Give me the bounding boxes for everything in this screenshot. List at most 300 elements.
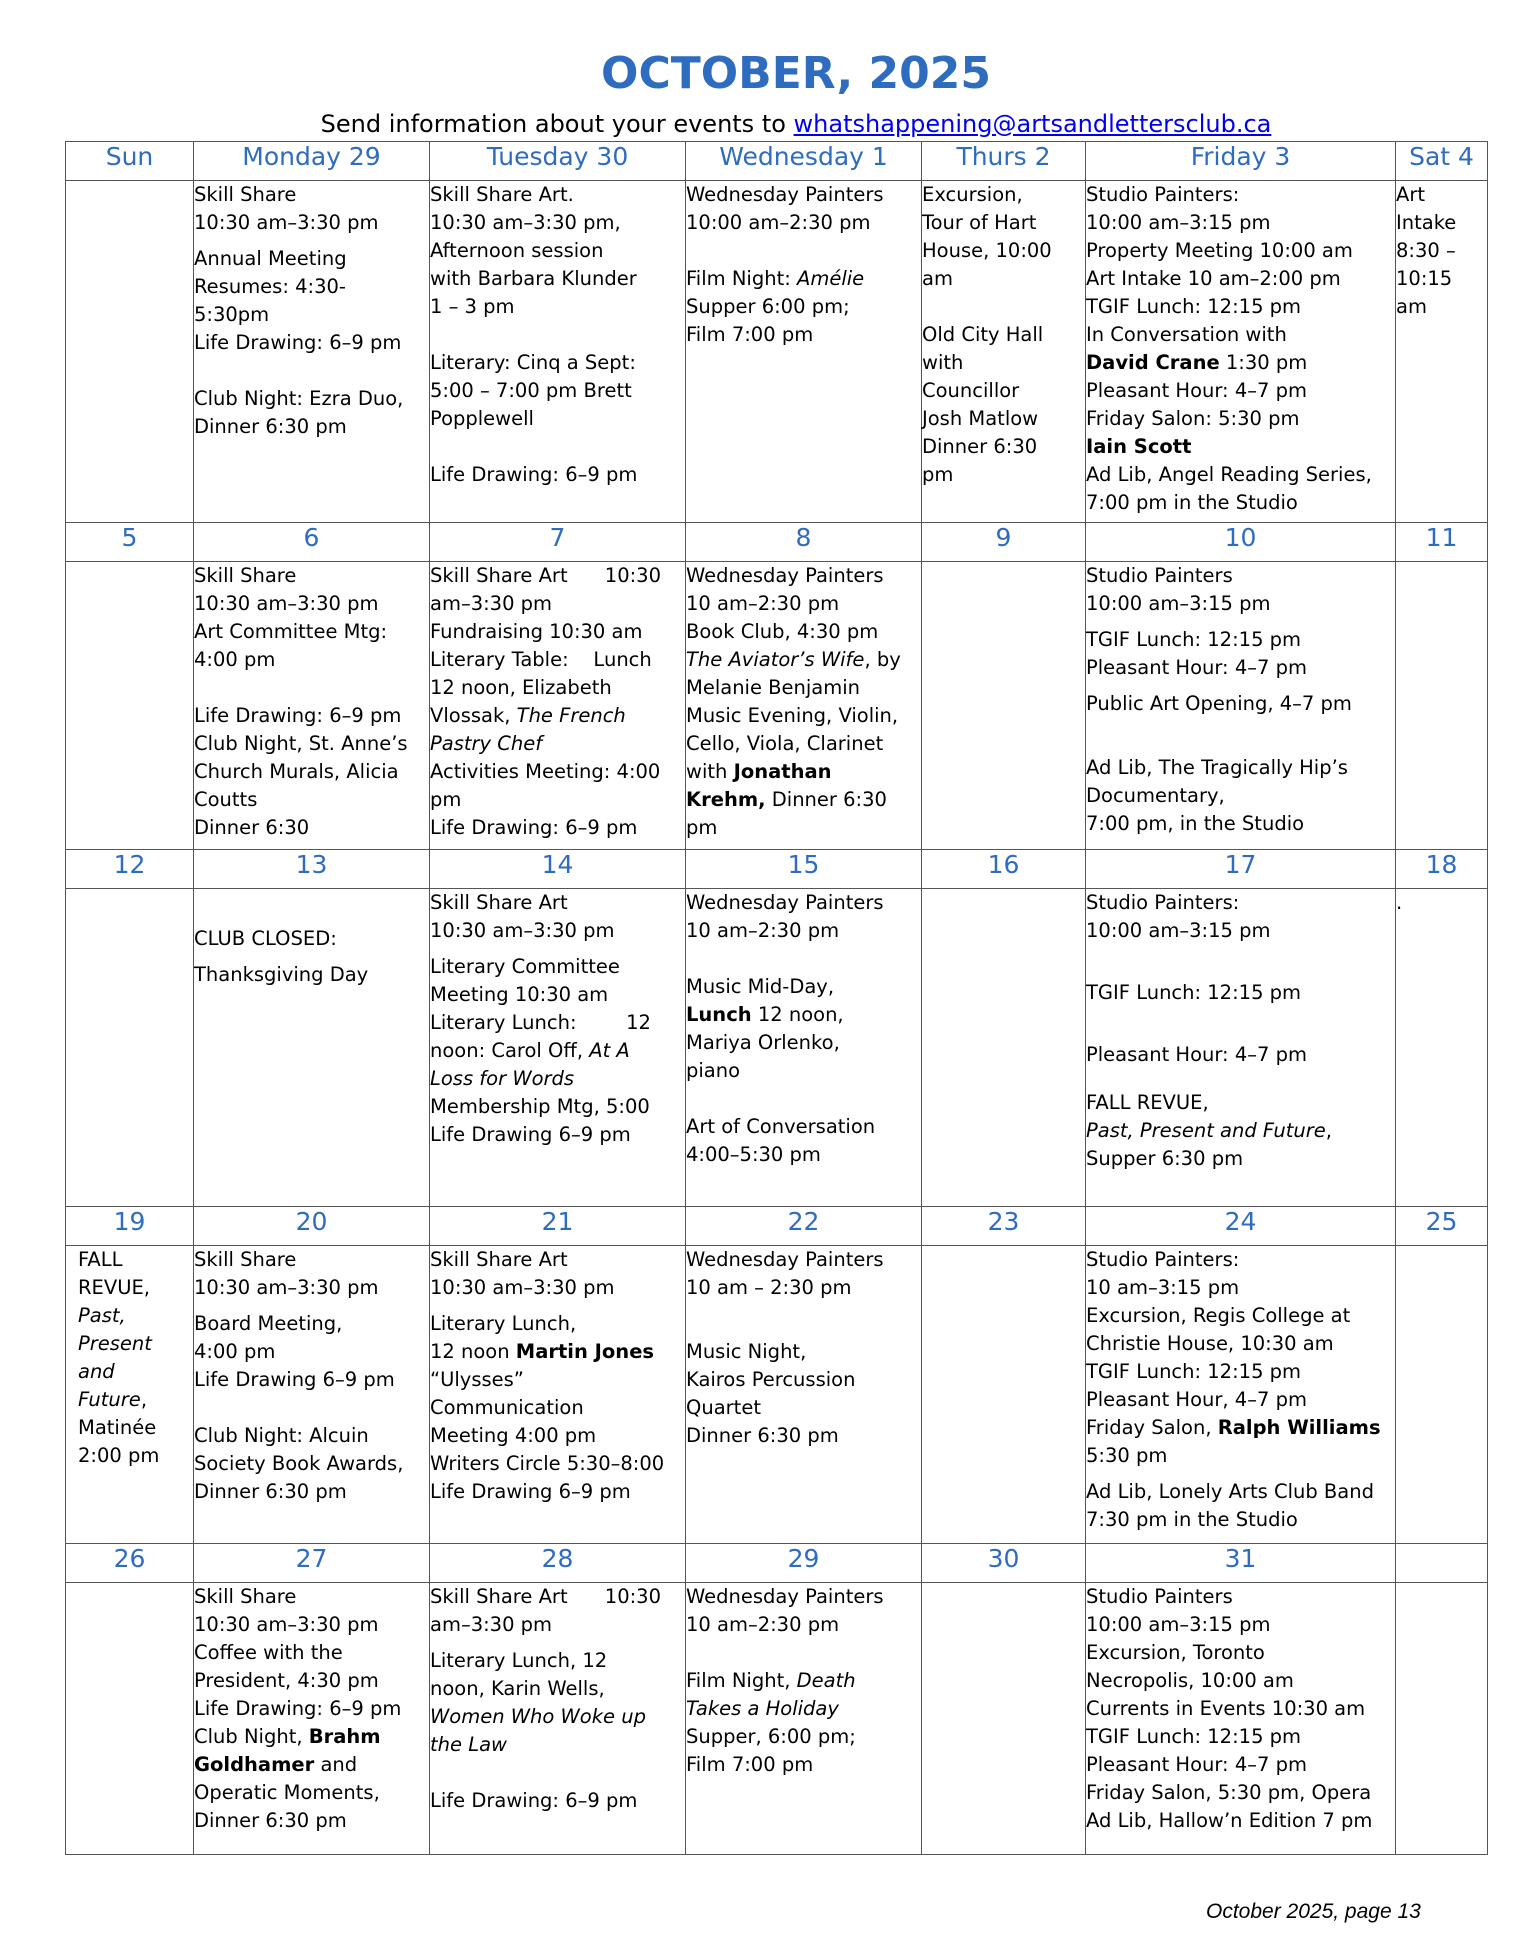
event-line: Friday Salon, 5:30 pm, Opera [1086,1781,1372,1804]
event-text: , [140,1388,148,1411]
event-line: Skill Share [194,1585,297,1608]
event-line: REVUE, [78,1276,151,1299]
event-line: Studio Painters: [1086,891,1240,914]
event-line: Life Drawing: 6–9 pm [430,463,638,486]
event-line: FALL [78,1248,123,1271]
event-line: 2:00 pm [78,1444,160,1467]
date-label: 16 [922,850,1086,889]
event-line: Board Meeting, [194,1312,343,1335]
event-line: Life Drawing 6–9 pm [430,1480,631,1503]
date-label: 22 [686,1207,922,1246]
book-title: Women Who Woke up [430,1705,646,1728]
event-text: Vlossak, [430,704,517,727]
date-label: 7 [430,523,686,562]
event-line: Book Club, 4:30 pm [686,620,879,643]
event-line [686,646,921,674]
event-text: with [686,760,734,783]
event-line: Activities Meeting: 4:00 [430,760,661,783]
event-line: Church Murals, Alicia [194,760,399,783]
event-line: Music Night, [686,1340,807,1363]
event-line: Life Drawing 6–9 pm [430,1123,631,1146]
event-line: am [1396,295,1427,318]
event-line: House, 10:00 [922,239,1052,262]
day-header-sat: Sat 4 [1396,142,1488,181]
event-line: 10 am–2:30 pm [686,919,840,942]
cell-wed-22 [686,1246,922,1544]
day-header-mon: Monday 29 [194,142,430,181]
event-line: Literary Lunch, 12 [430,1649,608,1672]
date-label: 23 [922,1207,1086,1246]
date-label: 12 [66,850,194,889]
event-line: Club Night: Alcuin [194,1424,369,1447]
event-line: Supper, 6:00 pm; [686,1725,856,1748]
event-line: Skill Share Art 10:30 [430,564,661,587]
event-line: 10:00 am–2:30 pm [686,211,871,234]
date-label: 8 [686,523,922,562]
cell-sat-11 [1396,562,1488,850]
event-line: Literary Lunch, [430,1312,577,1335]
event-text: noon: Carol Off, [430,1039,590,1062]
cell-tue-28 [430,1583,686,1855]
cell-thu-2 [922,181,1086,523]
event-text: , by [864,648,901,671]
date-label: 29 [686,1544,922,1583]
event-line: Dinner 6:30 pm [194,415,347,438]
date-label: 20 [194,1207,430,1246]
event-line: Pleasant Hour: 4–7 pm [1086,1753,1307,1776]
event-line: Fundraising 10:30 am [430,620,643,643]
show-title: and [78,1360,115,1383]
date-label: 19 [66,1207,194,1246]
cell-sun-26 [66,1583,194,1855]
event-line: Literary Table: Lunch [430,648,652,671]
event-line: pm [430,788,462,811]
event-line: Music Evening, Violin, [686,704,899,727]
cell-tue-30 [430,181,686,523]
page-subtitle [0,110,1522,138]
event-line: Skill Share [194,564,297,587]
event-line: Resumes: 4:30- [194,275,346,298]
date-label: 25 [1396,1207,1488,1246]
event-line: Skill Share [194,1248,297,1271]
event-line [430,1338,685,1366]
event-line: with [922,351,964,374]
event-line: Ad Lib, Lonely Arts Club Band [1086,1480,1374,1503]
event-line: Studio Painters [1086,564,1233,587]
event-line: 7:30 pm in the Studio [1086,1508,1298,1531]
event-line: TGIF Lunch: 12:15 pm [1086,981,1302,1004]
date-label: 9 [922,523,1086,562]
event-line: Film 7:00 pm [686,323,814,346]
show-title: Past, [78,1304,126,1327]
event-line: Wednesday Painters [686,183,884,206]
event-line: 4:00–5:30 pm [686,1143,821,1166]
date-label: 30 [922,1544,1086,1583]
date-label: 27 [194,1544,430,1583]
book-title: the Law [430,1733,507,1756]
event-line: FALL REVUE, [1086,1091,1209,1114]
date-label: 26 [66,1544,194,1583]
cell-sun-28 [66,181,194,523]
event-line [686,1667,921,1695]
event-text: Club Night, [194,1725,309,1748]
event-line: Club Night, St. Anne’s [194,732,408,755]
cell-sat-25 [1396,1246,1488,1544]
event-line: Operatic Moments, [194,1781,380,1804]
event-line: Excursion, [922,183,1023,206]
event-line: 10:00 am–3:15 pm [1086,592,1271,615]
event-line: 10 am–2:30 pm [686,1613,840,1636]
event-line: Friday Salon: 5:30 pm [1086,407,1300,430]
cell-sun-5 [66,562,194,850]
event-text: 12 noon, [751,1003,844,1026]
event-line: Wednesday Painters [686,1248,884,1271]
book-title: Pastry Chef [430,732,543,755]
date-label: 18 [1396,850,1488,889]
week-1-header [66,142,1488,181]
event-line: 10:30 am–3:30 pm [194,211,379,234]
event-line: Excursion, Regis College at [1086,1304,1351,1327]
cell-mon-20 [194,1246,430,1544]
event-line [686,265,921,293]
event-line: Quartet [686,1396,761,1419]
event-line: TGIF Lunch: 12:15 pm [1086,295,1302,318]
performer-name: Jonathan [733,760,832,783]
event-line: 10:30 am–3:30 pm [194,1613,379,1636]
event-line [686,1001,921,1029]
event-line: Property Meeting 10:00 am [1086,239,1353,262]
week-4-header [66,1207,1488,1246]
event-line: with Barbara Klunder [430,267,637,290]
event-line: Coffee with the [194,1641,343,1664]
cell-wed-29 [686,1583,922,1855]
event-text: Dinner 6:30 [765,788,887,811]
performer-name: Krehm, [686,788,766,811]
event-line: Matinée [78,1416,157,1439]
event-line: 4:00 pm [194,1340,276,1363]
week-3-header [66,850,1488,889]
event-line: Dinner 6:30 pm [194,1480,347,1503]
event-line: Documentary, [1086,784,1225,807]
event-line: pm [686,816,718,839]
date-label: 28 [430,1544,686,1583]
event-line: Skill Share Art 10:30 [430,1585,661,1608]
event-line: Skill Share [194,183,297,206]
show-title: Future [78,1388,141,1411]
date-label: 10 [1086,523,1396,562]
event-line: President, 4:30 pm [194,1669,379,1692]
day-header-fri: Friday 3 [1086,142,1396,181]
event-line: Supper 6:30 pm [1086,1147,1244,1170]
event-line: Music Mid-Day, [686,975,835,998]
event-line: 5:30pm [194,303,270,326]
event-line: Supper 6:00 pm; [686,295,850,318]
cell-sat-4 [1396,181,1488,523]
event-line: Wednesday Painters [686,891,884,914]
event-line: Communication [430,1396,584,1419]
event-line: TGIF Lunch: 12:15 pm [1086,628,1302,651]
event-line: 10 am – 2:30 pm [686,1276,852,1299]
week-5-events [66,1583,1488,1855]
event-line: Currents in Events 10:30 am [1086,1697,1366,1720]
cell-mon-27 [194,1583,430,1855]
event-line: 10:15 [1396,267,1453,290]
performer-name: Goldhamer [194,1753,315,1776]
event-line: Dinner 6:30 [194,816,310,839]
cell-fri-24 [1086,1246,1396,1544]
event-line: Christie House, 10:30 am [1086,1332,1334,1355]
day-header-tue: Tuesday 30 [430,142,686,181]
cell-wed-15 [686,889,922,1207]
day-header-wed: Wednesday 1 [686,142,922,181]
event-line: pm [922,463,954,486]
event-line: Studio Painters: [1086,183,1240,206]
event-text: 1:30 pm [1219,351,1308,374]
event-line: 5:00 – 7:00 pm Brett [430,379,632,402]
day-header-thu: Thurs 2 [922,142,1086,181]
event-line: 10:30 am–3:30 pm [194,1276,379,1299]
event-line: 10 am–3:15 pm [1086,1276,1240,1299]
cell-fri-17 [1086,889,1396,1207]
event-line: Dinner 6:30 [922,435,1038,458]
book-title: Loss for Words [430,1067,575,1090]
event-line: Wednesday Painters [686,1585,884,1608]
event-line: Melanie Benjamin [686,676,861,699]
event-highlight: Lunch [686,1003,752,1026]
event-line: Pleasant Hour: 4–7 pm [1086,656,1307,679]
event-text: , [1325,1119,1332,1142]
cell-thu-9 [922,562,1086,850]
event-line: Public Art Opening, 4–7 pm [1086,692,1352,715]
event-line: am–3:30 pm [430,592,553,615]
book-title: The French [516,704,626,727]
date-label: 6 [194,523,430,562]
show-title: Present [78,1332,152,1355]
calendar-grid [65,141,1488,1855]
event-line: Ad Lib, The Tragically Hip’s [1086,756,1348,779]
book-title: At A [589,1039,630,1062]
cell-tue-7 [430,562,686,850]
film-title: Amélie [796,267,865,290]
date-label: 31 [1086,1544,1396,1583]
cell-tue-14 [430,889,686,1207]
event-line: am [922,267,953,290]
date-label: 5 [66,523,194,562]
cell-mon-6 [194,562,430,850]
cell-sat-18 [1396,889,1488,1207]
event-line: Writers Circle 5:30–8:00 [430,1452,665,1475]
event-line: Art Committee Mtg: [194,620,388,643]
cell-sun-12 [66,889,194,1207]
day-header-sun: Sun [66,142,194,181]
event-line: Meeting 4:00 pm [430,1424,597,1447]
event-line [78,1386,193,1414]
event-line: Life Drawing: 6–9 pm [430,816,638,839]
event-line: 7:00 pm, in the Studio [1086,812,1305,835]
week-5-header [66,1544,1488,1583]
event-line: Excursion, Toronto [1086,1641,1265,1664]
event-line [1086,349,1395,377]
event-line: 7:00 pm in the Studio [1086,491,1298,514]
event-line [686,786,921,814]
cell-thu-23 [922,1246,1086,1544]
page-title: OCTOBER, 2025 [601,48,991,99]
event-line: 10:30 am–3:30 pm [430,1276,615,1299]
event-line [430,702,685,730]
cell-tue-21 [430,1246,686,1544]
event-line: Dinner 6:30 pm [194,1809,347,1832]
event-line: Councillor [922,379,1020,402]
event-line: Thanksgiving Day [194,963,369,986]
event-line: Skill Share Art [430,1248,568,1271]
event-line: Life Drawing: 6–9 pm [430,1789,638,1812]
cell-mon-29 [194,181,430,523]
event-line: Studio Painters: [1086,1248,1240,1271]
film-title: Takes a Holiday [686,1697,839,1720]
cell-thu-30 [922,1583,1086,1855]
event-line: Life Drawing: 6–9 pm [194,331,402,354]
event-line: Literary: Cinq a Sept: [430,351,636,374]
date-label: 15 [686,850,922,889]
event-line: 10:00 am–3:15 pm [1086,211,1271,234]
event-line [686,758,921,786]
event-line: 10:30 am–3:30 pm, [430,211,621,234]
event-line [1086,1414,1395,1442]
cell-sun-19 [66,1246,194,1544]
event-line: Meeting 10:30 am [430,983,609,1006]
event-line: Skill Share Art [430,891,568,914]
event-line: 10 am–2:30 pm [686,592,840,615]
week-4-events [66,1246,1488,1544]
date-label: 17 [1086,850,1396,889]
event-line: Pleasant Hour: 4–7 pm [1086,379,1307,402]
event-text: Film Night: [686,267,797,290]
cell-fri-3 [1086,181,1396,523]
event-line: 1 – 3 pm [430,295,515,318]
event-line: 4:00 pm [194,648,276,671]
event-line: Afternoon session [430,239,604,262]
cell-sat-empty [1396,1583,1488,1855]
event-line: Mariya Orlenko, [686,1031,840,1054]
event-text: 12 noon [430,1340,516,1363]
event-line: Josh Matlow [922,407,1039,430]
event-line: Life Drawing: 6–9 pm [194,1697,402,1720]
event-line: 10:00 am–3:15 pm [1086,919,1271,942]
event-line: Coutts [194,788,258,811]
event-line: Pleasant Hour: 4–7 pm [1086,1043,1307,1066]
event-line: Art of Conversation [686,1115,876,1138]
event-line: Cello, Viola, Clarinet [686,732,884,755]
event-text: Film Night, [686,1669,797,1692]
event-line: Necropolis, 10:00 am [1086,1669,1294,1692]
event-line: Tour of Hart [922,211,1037,234]
event-line: Club Night: Ezra Duo, [194,387,404,410]
date-label: 11 [1396,523,1488,562]
speaker-name: Ralph Williams [1217,1416,1381,1439]
event-line: Annual Meeting [194,247,347,270]
cell-wed-8 [686,562,922,850]
cell-fri-31 [1086,1583,1396,1855]
speaker-name: David Crane [1086,351,1220,374]
cell-fri-10 [1086,562,1396,850]
date-label: 24 [1086,1207,1396,1246]
page-footer: October 2025, page 13 [1206,1900,1421,1923]
event-line: 10:30 am–3:30 pm [194,592,379,615]
film-title: Death [796,1669,856,1692]
event-line: 10:00 am–3:15 pm [1086,1613,1271,1636]
event-line: Society Book Awards, [194,1452,404,1475]
event-line [430,1037,685,1065]
event-line [1086,1117,1395,1145]
event-line: Skill Share Art. [430,183,574,206]
event-line: . [1396,891,1403,914]
speaker-name: Martin Jones [515,1340,655,1363]
event-text: and [314,1753,358,1776]
cell-mon-13 [194,889,430,1207]
event-line: Popplewell [430,407,534,430]
event-line: Intake [1396,211,1457,234]
event-line: 8:30 – [1396,239,1456,262]
event-line: am–3:30 pm [430,1613,553,1636]
event-line: Studio Painters [1086,1585,1233,1608]
book-title: The Aviator’s Wife [686,648,865,671]
event-line: Ad Lib, Angel Reading Series, [1086,463,1372,486]
event-line: Wednesday Painters [686,564,884,587]
week-2-events [66,562,1488,850]
performer-name: Brahm [308,1725,381,1748]
event-line: Old City Hall [922,323,1044,346]
event-line: CLUB CLOSED: [194,927,337,950]
event-line: Literary Committee [430,955,620,978]
event-line: Film 7:00 pm [686,1753,814,1776]
event-line: 10:30 am–3:30 pm [430,919,615,942]
event-line: Ad Lib, Hallow’n Edition 7 pm [1086,1809,1373,1832]
event-line: Life Drawing 6–9 pm [194,1368,395,1391]
speaker-name: Iain Scott [1086,435,1192,458]
event-line: In Conversation with [1086,323,1287,346]
event-line: 12 noon, Elizabeth [430,676,612,699]
event-line: Kairos Percussion [686,1368,856,1391]
event-line: Life Drawing: 6–9 pm [194,704,402,727]
week-3-events [66,889,1488,1207]
event-line: Pleasant Hour, 4–7 pm [1086,1388,1307,1411]
event-line: 5:30 pm [1086,1444,1168,1467]
event-line: Dinner 6:30 pm [686,1424,839,1447]
date-label: 21 [430,1207,686,1246]
cell-wed-1 [686,181,922,523]
event-line: noon, Karin Wells, [430,1677,605,1700]
event-line: Art Intake 10 am–2:00 pm [1086,267,1341,290]
event-line: piano [686,1059,741,1082]
event-line: Membership Mtg, 5:00 [430,1095,650,1118]
week-1-events [66,181,1488,523]
date-label [1396,1544,1488,1583]
event-line: Art [1396,183,1426,206]
event-line: “Ulysses” [430,1368,524,1391]
cell-thu-16 [922,889,1086,1207]
date-label: 14 [430,850,686,889]
email-link[interactable]: whatshappening@artsandlettersclub.ca [793,110,1272,138]
event-line [194,1723,429,1751]
event-line: TGIF Lunch: 12:15 pm [1086,1360,1302,1383]
show-title: Past, Present and Future [1086,1119,1326,1142]
subtitle-text: Send information about your events to [320,110,794,138]
event-line: TGIF Lunch: 12:15 pm [1086,1725,1302,1748]
event-line: Literary Lunch: 12 [430,1011,651,1034]
event-text: Friday Salon, [1086,1416,1218,1439]
date-label: 13 [194,850,430,889]
week-2-header [66,523,1488,562]
